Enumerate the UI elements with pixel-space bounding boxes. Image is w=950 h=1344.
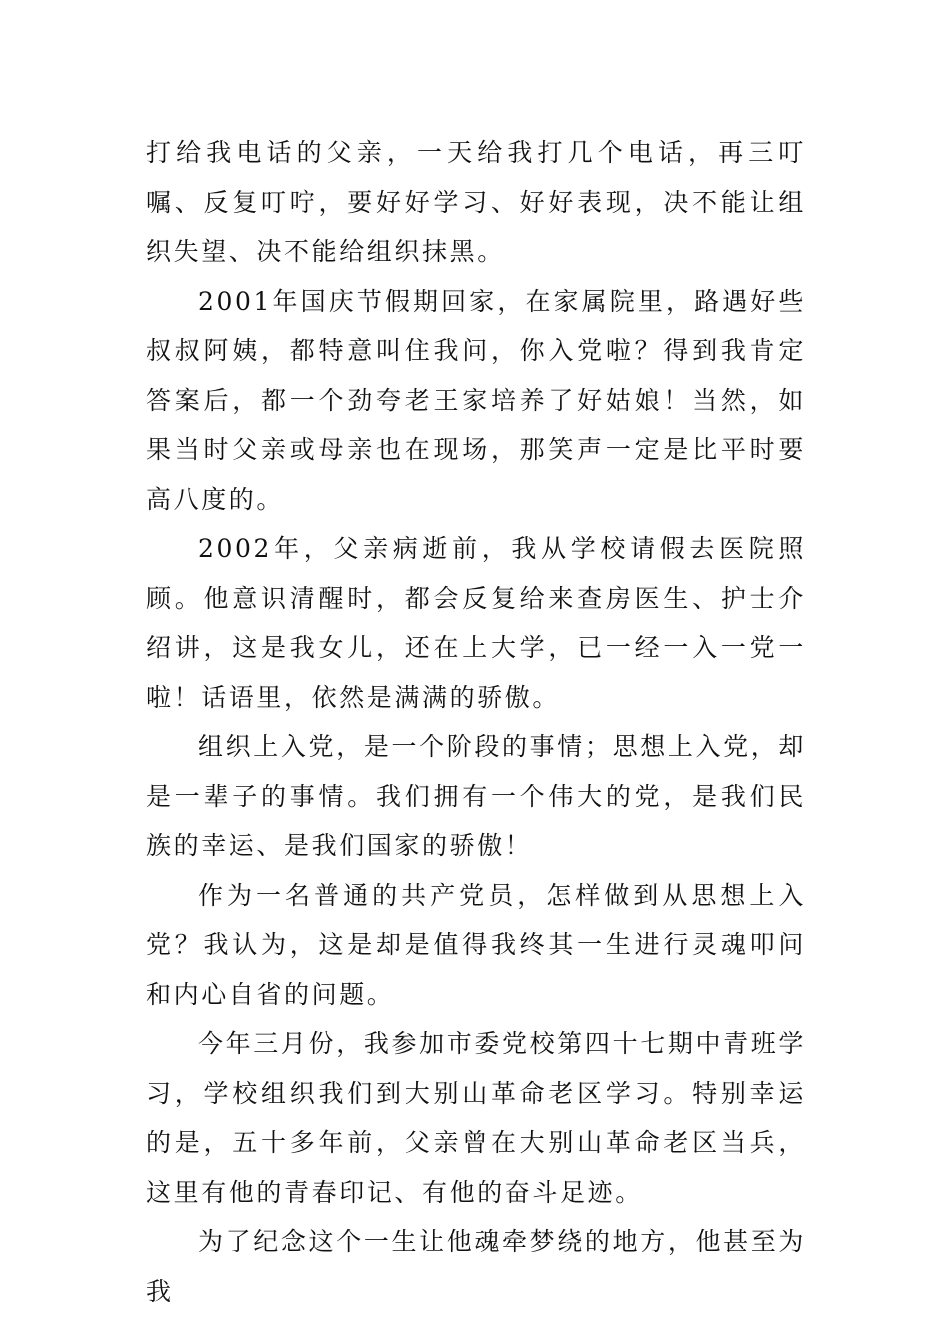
paragraph-4: 组织上入党，是一个阶段的事情；思想上入党，却是一辈子的事情。我们拥有一个伟大的党，是我们民族的幸运、是我们国家的骄傲！: [146, 732, 806, 860]
paragraph-3: 2002年，父亲病逝前，我从学校请假去医院照顾。他意识清醒时，都会反复给来查房医生、护士介绍讲，这是我女儿，还在上大学，已一经一入一党一啦！话语里，依然是满满的骄傲。: [146, 534, 806, 712]
paragraph-6: 今年三月份，我参加市委党校第四十七期中青班学习，学校组织我们到大别山革命老区学习。特别幸运的是，五十多年前，父亲曾在大别山革命老区当兵，这里有他的青春印记、有他的奋斗足迹。: [146, 1029, 806, 1207]
paragraph-2: 2001年国庆节假期回家，在家属院里，路遇好些叔叔阿姨，都特意叫住我问，你入党啦？得到我肯定答案后，都一个劲夸老王家培养了好姑娘！当然，如果当时父亲或母亲也在现场，那笑声一定是比平时要高八度的。: [146, 286, 806, 514]
document-body: [146, 128, 806, 1316]
paragraph-5: 作为一名普通的共产党员，怎样做到从思想上入党？我认为，这是却是值得我终其一生进行灵魂叩问和内心自省的问题。: [146, 880, 806, 1009]
paragraph-7: 为了纪念这个一生让他魂牵梦绕的地方，他甚至为我: [146, 1227, 806, 1306]
paragraph-1: 打给我电话的父亲，一天给我打几个电话，再三叮嘱、反复叮咛，要好好学习、好好表现，决不能让组织失望、决不能给组织抹黑。: [146, 138, 806, 266]
